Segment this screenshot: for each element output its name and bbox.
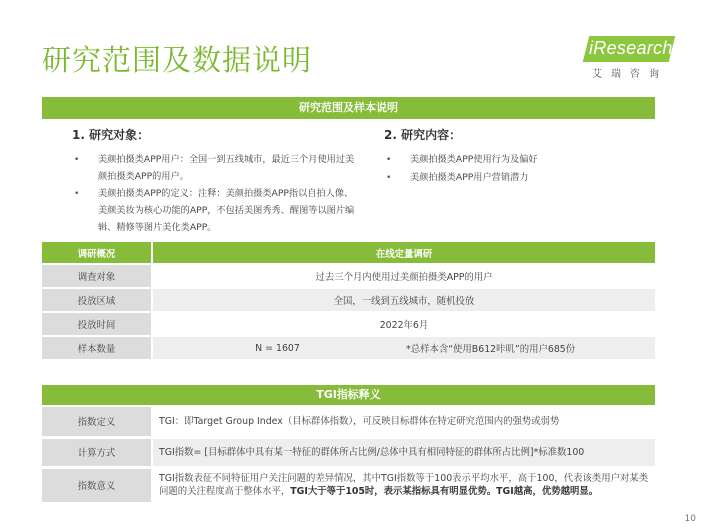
row-value: 全国，一线到五线城市，随机投放 bbox=[152, 288, 655, 312]
row-text-bold: TGI大于等于105时，表示某指标具有明显优势。TGI越高，优势越明显。 bbox=[290, 486, 599, 497]
row-label: 指数定义 bbox=[42, 407, 152, 437]
row-label: 指数意义 bbox=[42, 467, 152, 503]
research-content-list bbox=[384, 151, 654, 186]
row-value: 2022年6月 bbox=[152, 312, 655, 336]
page-title: 研究范围及数据说明 bbox=[42, 43, 313, 77]
table-row bbox=[42, 407, 655, 437]
research-objects-section bbox=[72, 126, 362, 236]
list-item: • 美颜拍摄类APP使用行为及偏好 bbox=[384, 151, 654, 168]
row-label: 计算方式 bbox=[42, 437, 152, 467]
table-header-row bbox=[42, 242, 655, 264]
table-row bbox=[42, 312, 655, 336]
table-header-label: 调研概况 bbox=[42, 242, 152, 264]
page-number: 10 bbox=[684, 514, 696, 524]
row-value: N = 1607 bbox=[152, 336, 402, 360]
list-item: • 美颜拍摄类APP的定义：注释：美颜拍摄类APP指以自拍人像、美颜美妆为核心功能的APP，不包括美图秀秀、醒图等以图片编辑、精修等图片美化类APP。 bbox=[72, 185, 362, 236]
row-label: 投放区域 bbox=[42, 288, 152, 312]
iresearch-logo bbox=[586, 36, 676, 80]
tgi-definition-table bbox=[42, 407, 655, 505]
table-row bbox=[42, 467, 655, 503]
table-header-value: 在线定量调研 bbox=[152, 242, 655, 264]
row-label: 调查对象 bbox=[42, 264, 152, 288]
row-note: *总样本含“使用B612咔叽”的用户685份 bbox=[402, 336, 655, 360]
table-row bbox=[42, 336, 655, 360]
survey-overview-table bbox=[42, 242, 655, 361]
row-label: 投放时间 bbox=[42, 312, 152, 336]
list-item: • 美颜拍摄类APP用户营销潜力 bbox=[384, 169, 654, 186]
row-text bbox=[152, 467, 655, 503]
research-content-section bbox=[384, 126, 654, 187]
research-objects-list bbox=[72, 151, 362, 236]
table-row bbox=[42, 437, 655, 467]
logo-brand-cn: 艾瑞咨询 bbox=[592, 69, 668, 80]
table-row bbox=[42, 264, 655, 288]
table-row bbox=[42, 288, 655, 312]
list-item: • 美颜拍摄类APP用户：全国一到五线城市，最近三个月使用过美颜拍摄类APP的用户。 bbox=[72, 151, 362, 185]
logo-brand-en: iResearch bbox=[589, 38, 673, 58]
row-text-normal: TGI指数表征不同特征用户关注问题的差异情况，其中TGI指数等于100表示平均水平，高于100，代表该类用户对某类问题的关注程度高于整体水平， bbox=[159, 473, 649, 497]
row-text: TGI：即Target Group Index（目标群体指数），可反映目标群体在特定研究范围内的强势或弱势 bbox=[152, 407, 655, 437]
research-content-heading: 2. 研究内容： bbox=[384, 128, 462, 142]
research-objects-heading: 1. 研究对象： bbox=[72, 128, 150, 142]
row-text: TGI指数= [目标群体中具有某一特征的群体所占比例/总体中具有相同特征的群体所占比例]*标准数100 bbox=[152, 437, 655, 467]
section-header-bar: 研究范围及样本说明 bbox=[42, 97, 655, 119]
tgi-header-bar: TGI指标释义 bbox=[42, 385, 655, 405]
row-label: 样本数量 bbox=[42, 336, 152, 360]
row-value: 过去三个月内使用过美颜拍摄类APP的用户 bbox=[152, 264, 655, 288]
